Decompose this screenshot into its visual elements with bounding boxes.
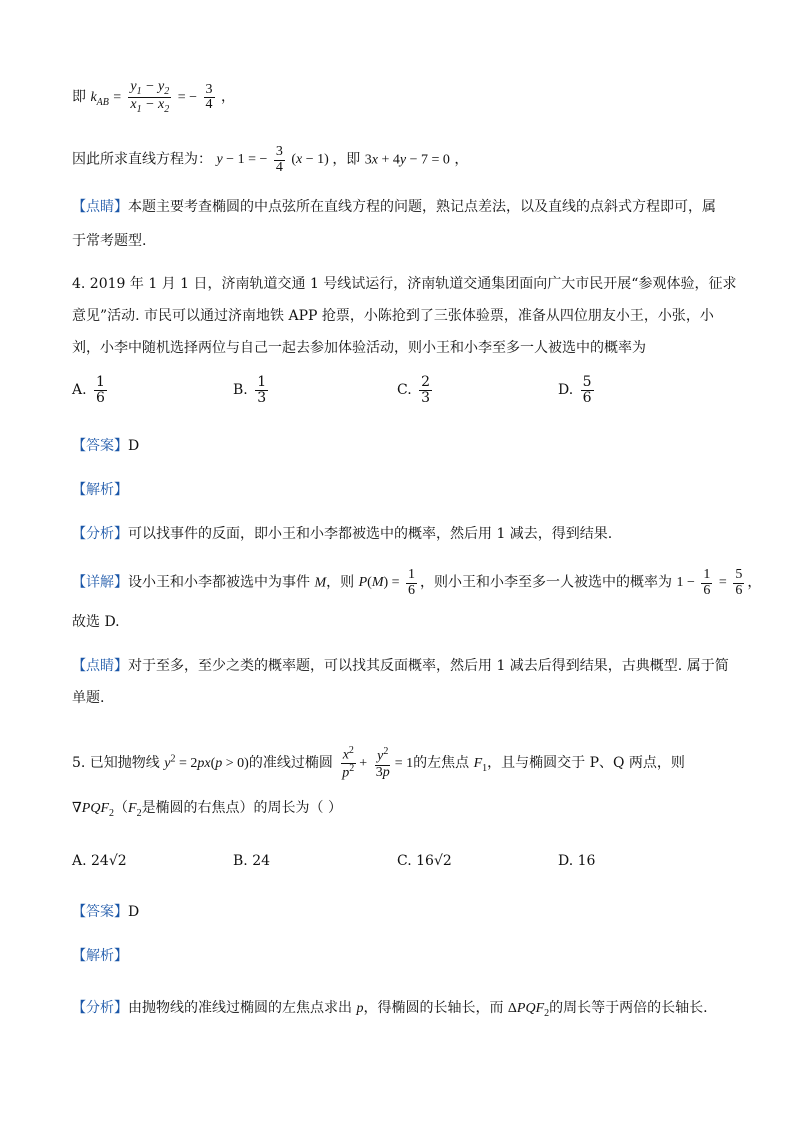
point-slope-formula: y − 1 = − $\frac{3}{4}$ (x − 1)	[216, 144, 329, 175]
line-equation	[72, 145, 468, 175]
tag-label: 【解析】	[72, 482, 128, 498]
triangle-pqf2: $\nabla PQF_2$	[72, 801, 114, 819]
option-label: A.	[72, 853, 92, 869]
event-m: M	[314, 575, 327, 591]
text: 意见”活动. 市民可以通过济南地铁 APP 抢票，小陈抢到了三张体验票，准备从四位朋友小王，小张，小	[72, 308, 714, 324]
q4-stem-line2	[72, 306, 714, 326]
q4-option-c	[397, 375, 435, 405]
option-label: C.	[397, 853, 417, 869]
option-label: A.	[72, 382, 87, 399]
option-label: D.	[558, 853, 578, 869]
param-p: p	[356, 1001, 364, 1016]
slope-formula: $k_{AB}$ = $\frac{y_1 - y_2}{x_1 - x_2}$ = − $\frac{3}{4}$	[90, 79, 213, 116]
text: （	[114, 800, 128, 816]
ellipse-formula: $\frac{x^2}{p^2}$ + $\frac{y^2}{3p}$ = 1	[342, 745, 414, 781]
q4-xiangjie-line2	[72, 612, 120, 632]
option-fraction: $\frac{1}{3}$	[257, 374, 267, 406]
q5-option-a	[72, 853, 127, 869]
text: ，	[747, 574, 762, 591]
text: 即	[72, 89, 86, 106]
focus-f1: $F_1$	[473, 756, 488, 774]
tag-label: 【详解】	[72, 574, 128, 591]
q4-dianjing-line2	[72, 688, 104, 708]
q4-option-a	[72, 375, 110, 405]
q4-dianjing-line1	[72, 656, 729, 676]
tag-label: 【答案】	[72, 904, 128, 920]
q4-jiexi	[72, 480, 128, 500]
option-label: B.	[233, 853, 253, 869]
option-value: 16√2	[416, 853, 452, 869]
answer-value: D	[128, 438, 140, 454]
tag-label: 【答案】	[72, 438, 128, 454]
text: ，	[221, 89, 236, 106]
q5-option-b	[233, 853, 270, 869]
text: 的周长等于两倍的长轴长.	[549, 1000, 708, 1016]
text: 于常考题型.	[72, 233, 147, 249]
text: 因此所求直线方程为：	[72, 151, 212, 168]
text: 设小王和小李都被选中为事件	[128, 574, 310, 591]
option-value: 24	[252, 853, 271, 869]
dianjing-1-line2	[72, 231, 146, 251]
option-value: 24√2	[91, 853, 127, 869]
text: ，	[454, 151, 469, 168]
focus-f2: $F_2$	[128, 801, 142, 819]
text: ，即	[332, 151, 361, 168]
text: 由抛物线的准线过椭圆的左焦点求出	[128, 1000, 352, 1016]
parabola-formula: $y^2 = 2px(p > 0)$	[164, 753, 249, 772]
text: 对于至多，至少之类的概率题，可以找其反面概率，然后用 1 减去后得到结果，古典概型. 属于简	[128, 658, 729, 674]
answer-value: D	[128, 904, 140, 920]
option-label: D.	[558, 382, 574, 399]
tag-label: 【点睛】	[72, 199, 128, 215]
text: ，则小王和小李至多一人被选中的概率为	[420, 574, 673, 591]
q4-fenxi	[72, 524, 612, 544]
q5-answer	[72, 902, 139, 922]
complement-formula: 1 − $\frac{1}{6}$ = $\frac{5}{6}$	[676, 567, 743, 598]
text: ，则	[326, 574, 355, 591]
option-label: B.	[233, 382, 248, 399]
q5-stem-line1	[72, 746, 685, 782]
q4-answer	[72, 436, 139, 456]
q5-jiexi	[72, 946, 128, 966]
q5-fenxi	[72, 998, 708, 1024]
text: 的左焦点	[413, 755, 470, 772]
text: 的准线过椭圆	[248, 755, 333, 772]
triangle-pqf2-delta: $\Delta PQF_2$	[507, 1001, 550, 1019]
text: ，且与椭圆交于 P、Q 两点，则	[487, 755, 685, 772]
text: 5. 已知抛物线	[72, 755, 160, 772]
text: ，得椭圆的长轴长，而	[363, 1000, 504, 1016]
general-form-formula: 3x + 4y − 7 = 0	[364, 152, 450, 168]
q4-option-d	[558, 375, 597, 405]
option-fraction: $\frac{2}{3}$	[421, 374, 431, 406]
text: 可以找事件的反面，即小王和小李都被选中的概率，然后用 1 减去，得到结果.	[128, 526, 613, 542]
tag-label: 【解析】	[72, 948, 128, 964]
text: 4. 2019 年 1 月 1 日，济南轨道交通 1 号线试运行，济南轨道交通集团面向广大市民开展“参观体验，征求	[72, 276, 737, 292]
option-value: 16	[577, 853, 596, 869]
tag-label: 【分析】	[72, 526, 128, 542]
q4-stem-line1	[72, 274, 736, 294]
option-fraction: $\frac{5}{6}$	[582, 374, 592, 406]
text: 故选 D.	[72, 614, 120, 630]
q5-option-c	[397, 853, 452, 869]
option-label: C.	[397, 382, 412, 399]
slope-line	[72, 80, 235, 116]
text: 是椭圆的右焦点）的周长为（ ）	[141, 800, 343, 816]
prob-formula: P(M) = $\frac{1}{6}$	[358, 567, 416, 598]
tag-label: 【点睛】	[72, 658, 128, 674]
q4-stem-line3	[72, 338, 646, 358]
q5-option-d	[558, 853, 595, 869]
option-fraction: $\frac{1}{6}$	[96, 374, 105, 406]
text: 单题.	[72, 690, 105, 706]
text: 本题主要考查椭圆的中点弦所在直线方程的问题，熟记点差法，以及直线的点斜式方程即可，属	[128, 199, 716, 215]
dianjing-1-line1	[72, 197, 716, 217]
text: 刘，小李中随机选择两位与自己一起去参加体验活动，则小王和小李至多一人被选中的概率为	[72, 340, 646, 356]
tag-label: 【分析】	[72, 1000, 128, 1016]
q4-xiangjie	[72, 568, 761, 598]
q4-option-b	[233, 375, 271, 405]
q5-stem-line2	[72, 798, 342, 824]
